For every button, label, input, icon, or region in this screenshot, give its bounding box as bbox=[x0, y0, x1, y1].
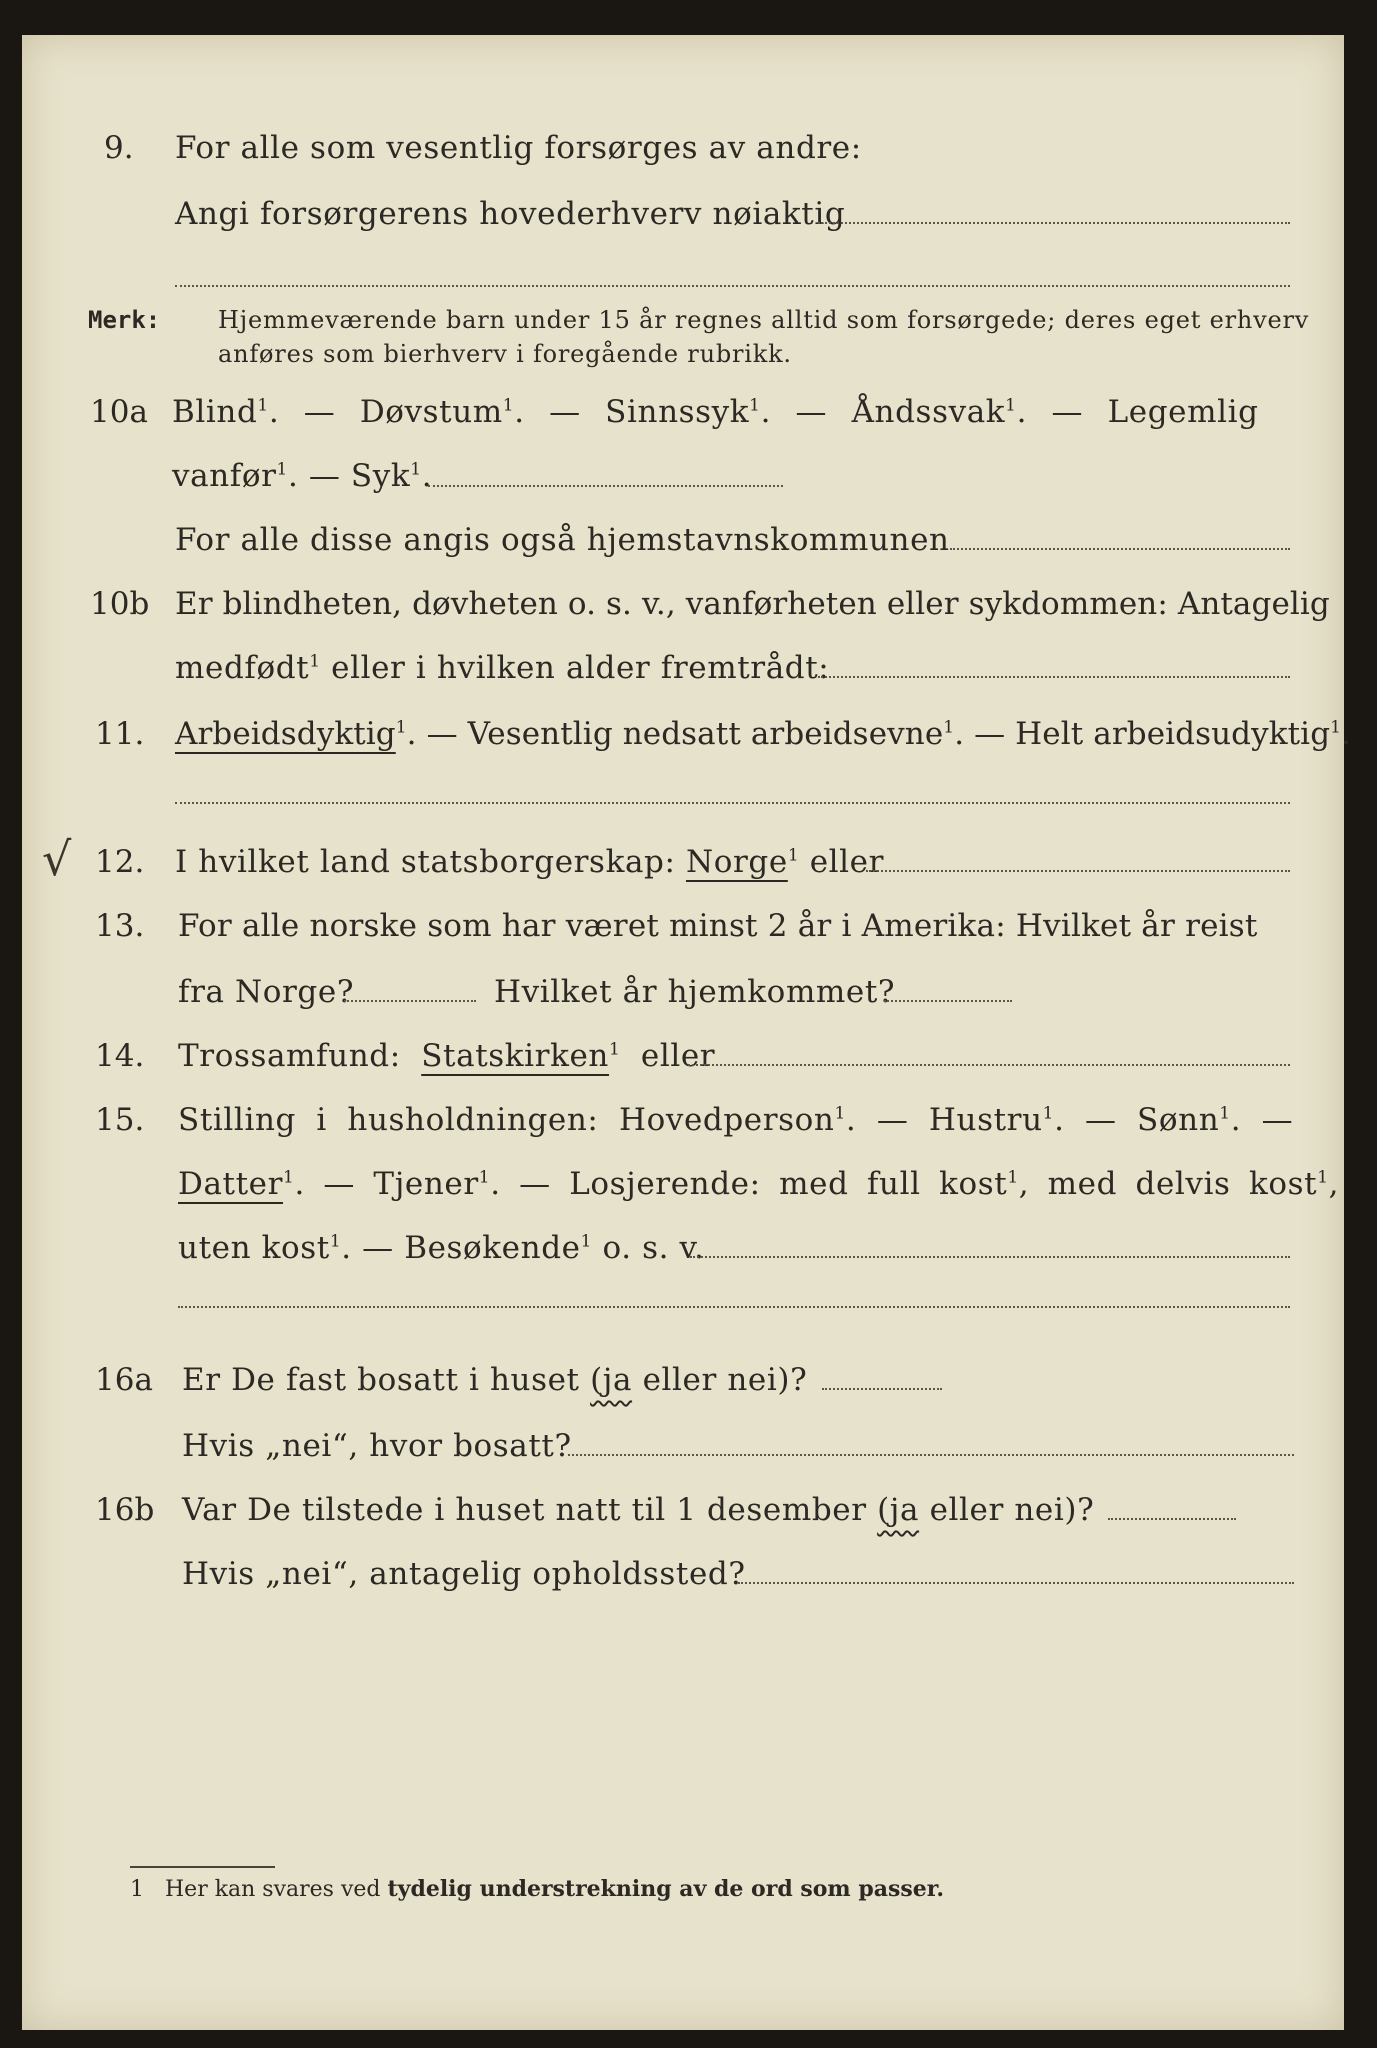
q10a-syk-answer-line[interactable] bbox=[428, 485, 783, 487]
footnote-text-a: Her kan svares ved bbox=[164, 1877, 381, 1902]
q15-line1: Stilling i husholdningen: Hovedperson$^1$. — Hustru$^1$. — Sønn$^1$. — bbox=[178, 1102, 1294, 1138]
opt-16a-ja[interactable]: (ja bbox=[590, 1362, 633, 1398]
q13-number: 13. bbox=[95, 908, 145, 944]
q10a-line3: For alle disse angis også hjemstavnskommunen bbox=[175, 522, 950, 558]
q16a-answer-line[interactable] bbox=[822, 1388, 942, 1390]
q12-number: 12. bbox=[95, 844, 145, 880]
q14-label: Trossamfund: bbox=[178, 1038, 401, 1074]
q9-answer-line-2[interactable] bbox=[175, 285, 1290, 287]
q10b-answer-line[interactable] bbox=[818, 676, 1290, 678]
q16b-answer-line[interactable] bbox=[1108, 1518, 1236, 1520]
q13-fra-norge: fra Norge? bbox=[178, 974, 355, 1010]
footnote-marker: 1 bbox=[130, 1877, 144, 1902]
opt-sinnssyk[interactable]: Sinnssyk bbox=[605, 394, 750, 430]
q16b-opholdssted-answer-line[interactable] bbox=[738, 1582, 1294, 1584]
footnote-rule bbox=[130, 1866, 275, 1868]
q15-line3: uten kost$^1$. — Besøkende$^1$ o. s. v. bbox=[178, 1230, 705, 1266]
q10a-line2: vanfør$^1$. — Syk$^1$. bbox=[172, 458, 433, 494]
q12-answer-line[interactable] bbox=[866, 870, 1290, 872]
q13-line1: For alle norske som har været minst 2 år i Amerika: Hvilket år reist bbox=[178, 908, 1258, 944]
opt-uten-kost[interactable]: uten kost bbox=[178, 1230, 330, 1266]
q10a-number: 10a bbox=[90, 394, 148, 430]
footnote-text-b: tydelig understrekning av de ord som passer. bbox=[387, 1876, 944, 1902]
q14-line: Trossamfund: Statskirken$^1$ eller bbox=[178, 1038, 716, 1074]
q13-hjemkommet: Hvilket år hjemkommet? bbox=[494, 974, 896, 1010]
q15-answer-line[interactable] bbox=[690, 1256, 1290, 1258]
q15-stilling: Stilling i husholdningen: bbox=[178, 1102, 599, 1138]
q16a-line2: Hvis „nei“, hvor bosatt? bbox=[182, 1428, 572, 1464]
opt-hovedperson[interactable]: Hovedperson bbox=[618, 1102, 835, 1138]
q16a-eller-nei: eller nei)? bbox=[642, 1362, 808, 1398]
q10b-line1: Er blindheten, døvheten o. s. v., vanførheten eller sykdommen: Antagelig bbox=[175, 586, 1330, 622]
q12-text: I hvilket land statsborgerskap: bbox=[175, 844, 676, 880]
opt-vanfor[interactable]: vanfør bbox=[172, 458, 277, 494]
q16a-text: Er De fast bosatt i huset bbox=[182, 1362, 580, 1398]
q16b-number: 16b bbox=[95, 1492, 155, 1528]
q10a-line1: Blind$^1$. — Døvstum$^1$. — Sinnssyk$^1$. — Åndssvak$^1$. — Legemlig bbox=[172, 394, 1259, 430]
opt-norge[interactable]: Norge bbox=[686, 844, 788, 880]
opt-nedsatt-arbeidsevne[interactable]: Vesentlig nedsatt arbeidsevne bbox=[467, 716, 944, 752]
q11-line: Arbeidsdyktig$^1$. — Vesentlig nedsatt arbeidsevne$^1$. — Helt arbeidsudyktig$^1$. bbox=[175, 716, 1352, 752]
merk-label: Merk: bbox=[88, 306, 161, 334]
q10b-number: 10b bbox=[90, 586, 150, 622]
q10a-hjemstavn-answer-line[interactable] bbox=[950, 548, 1290, 550]
opt-sonn[interactable]: Sønn bbox=[1137, 1102, 1220, 1138]
opt-tjener[interactable]: Tjener bbox=[373, 1166, 479, 1202]
q16a-bosatt-answer-line[interactable] bbox=[568, 1454, 1294, 1456]
opt-datter[interactable]: Datter bbox=[178, 1166, 284, 1202]
opt-hustru[interactable]: Hustru bbox=[928, 1102, 1043, 1138]
q14-number: 14. bbox=[95, 1038, 145, 1074]
q12-eller: eller bbox=[809, 844, 885, 880]
q9-line1: For alle som vesentlig forsørges av andre: bbox=[175, 130, 862, 166]
q10b-line2: medfødt$^1$ eller i hvilken alder fremtrådt: bbox=[175, 650, 830, 686]
merk-line1: Hjemmeværende barn under 15 år regnes alltid som forsørgede; deres eget erhverv bbox=[218, 306, 1310, 334]
q16b-eller-nei: eller nei)? bbox=[929, 1492, 1095, 1528]
opt-arbeidsudyktig[interactable]: Helt arbeidsudyktig bbox=[1015, 716, 1331, 752]
q14-eller: eller bbox=[640, 1038, 716, 1074]
q9-line2: Angi forsørgerens hovederhverv nøiaktig bbox=[175, 196, 846, 232]
opt-andssvak[interactable]: Åndssvak bbox=[851, 394, 1006, 430]
q16b-text: Var De tilstede i huset natt til 1 desember bbox=[182, 1492, 867, 1528]
q11-answer-line[interactable] bbox=[175, 802, 1290, 804]
q16a-line1 bbox=[182, 1362, 807, 1398]
opt-blind[interactable]: Blind bbox=[172, 394, 258, 430]
merk-line2: anføres som bierhverv i foregående rubrikk. bbox=[218, 340, 792, 368]
opt-arbeidsdyktig[interactable]: Arbeidsdyktig bbox=[175, 716, 396, 752]
q15-losjerende: Losjerende: bbox=[569, 1166, 761, 1202]
footnote bbox=[130, 1876, 944, 1902]
q15-osv: o. s. v. bbox=[602, 1230, 705, 1266]
opt-dovstum[interactable]: Døvstum bbox=[359, 394, 503, 430]
opt-full-kost[interactable]: med full kost bbox=[779, 1166, 1008, 1202]
opt-delvis-kost[interactable]: med delvis kost bbox=[1047, 1166, 1318, 1202]
q9-number: 9. bbox=[104, 130, 134, 166]
q11-number: 11. bbox=[95, 716, 145, 752]
q16a-number: 16a bbox=[95, 1362, 153, 1398]
opt-legemlig[interactable]: Legemlig bbox=[1107, 394, 1259, 430]
opt-medfodt[interactable]: medfødt bbox=[175, 650, 310, 686]
q13-reist-answer-line[interactable] bbox=[344, 1000, 476, 1002]
q15-line2: Datter$^1$. — Tjener$^1$. — Losjerende: med full kost$^1$, med delvis kost$^1$, bbox=[178, 1166, 1340, 1202]
q13-hjemkommet-answer-line[interactable] bbox=[884, 1000, 1012, 1002]
q16b-line2: Hvis „nei“, antagelig opholdssted? bbox=[182, 1556, 746, 1592]
opt-statskirken[interactable]: Statskirken bbox=[421, 1038, 609, 1074]
q15-number: 15. bbox=[95, 1102, 145, 1138]
opt-16b-ja[interactable]: (ja bbox=[877, 1492, 920, 1528]
q16b-line1 bbox=[182, 1492, 1094, 1528]
handwritten-checkmark: √ bbox=[42, 832, 72, 886]
q15-answer-line-2[interactable] bbox=[178, 1306, 1290, 1308]
q12-line: I hvilket land statsborgerskap: Norge$^1$ eller bbox=[175, 844, 885, 880]
opt-besokende[interactable]: Besøkende bbox=[404, 1230, 581, 1266]
opt-syk[interactable]: Syk bbox=[350, 458, 411, 494]
census-form-page bbox=[22, 35, 1344, 2030]
q10b-line2-rest: eller i hvilken alder fremtrådt: bbox=[331, 650, 830, 686]
q14-answer-line[interactable] bbox=[688, 1064, 1290, 1066]
q9-answer-line[interactable] bbox=[818, 222, 1290, 224]
